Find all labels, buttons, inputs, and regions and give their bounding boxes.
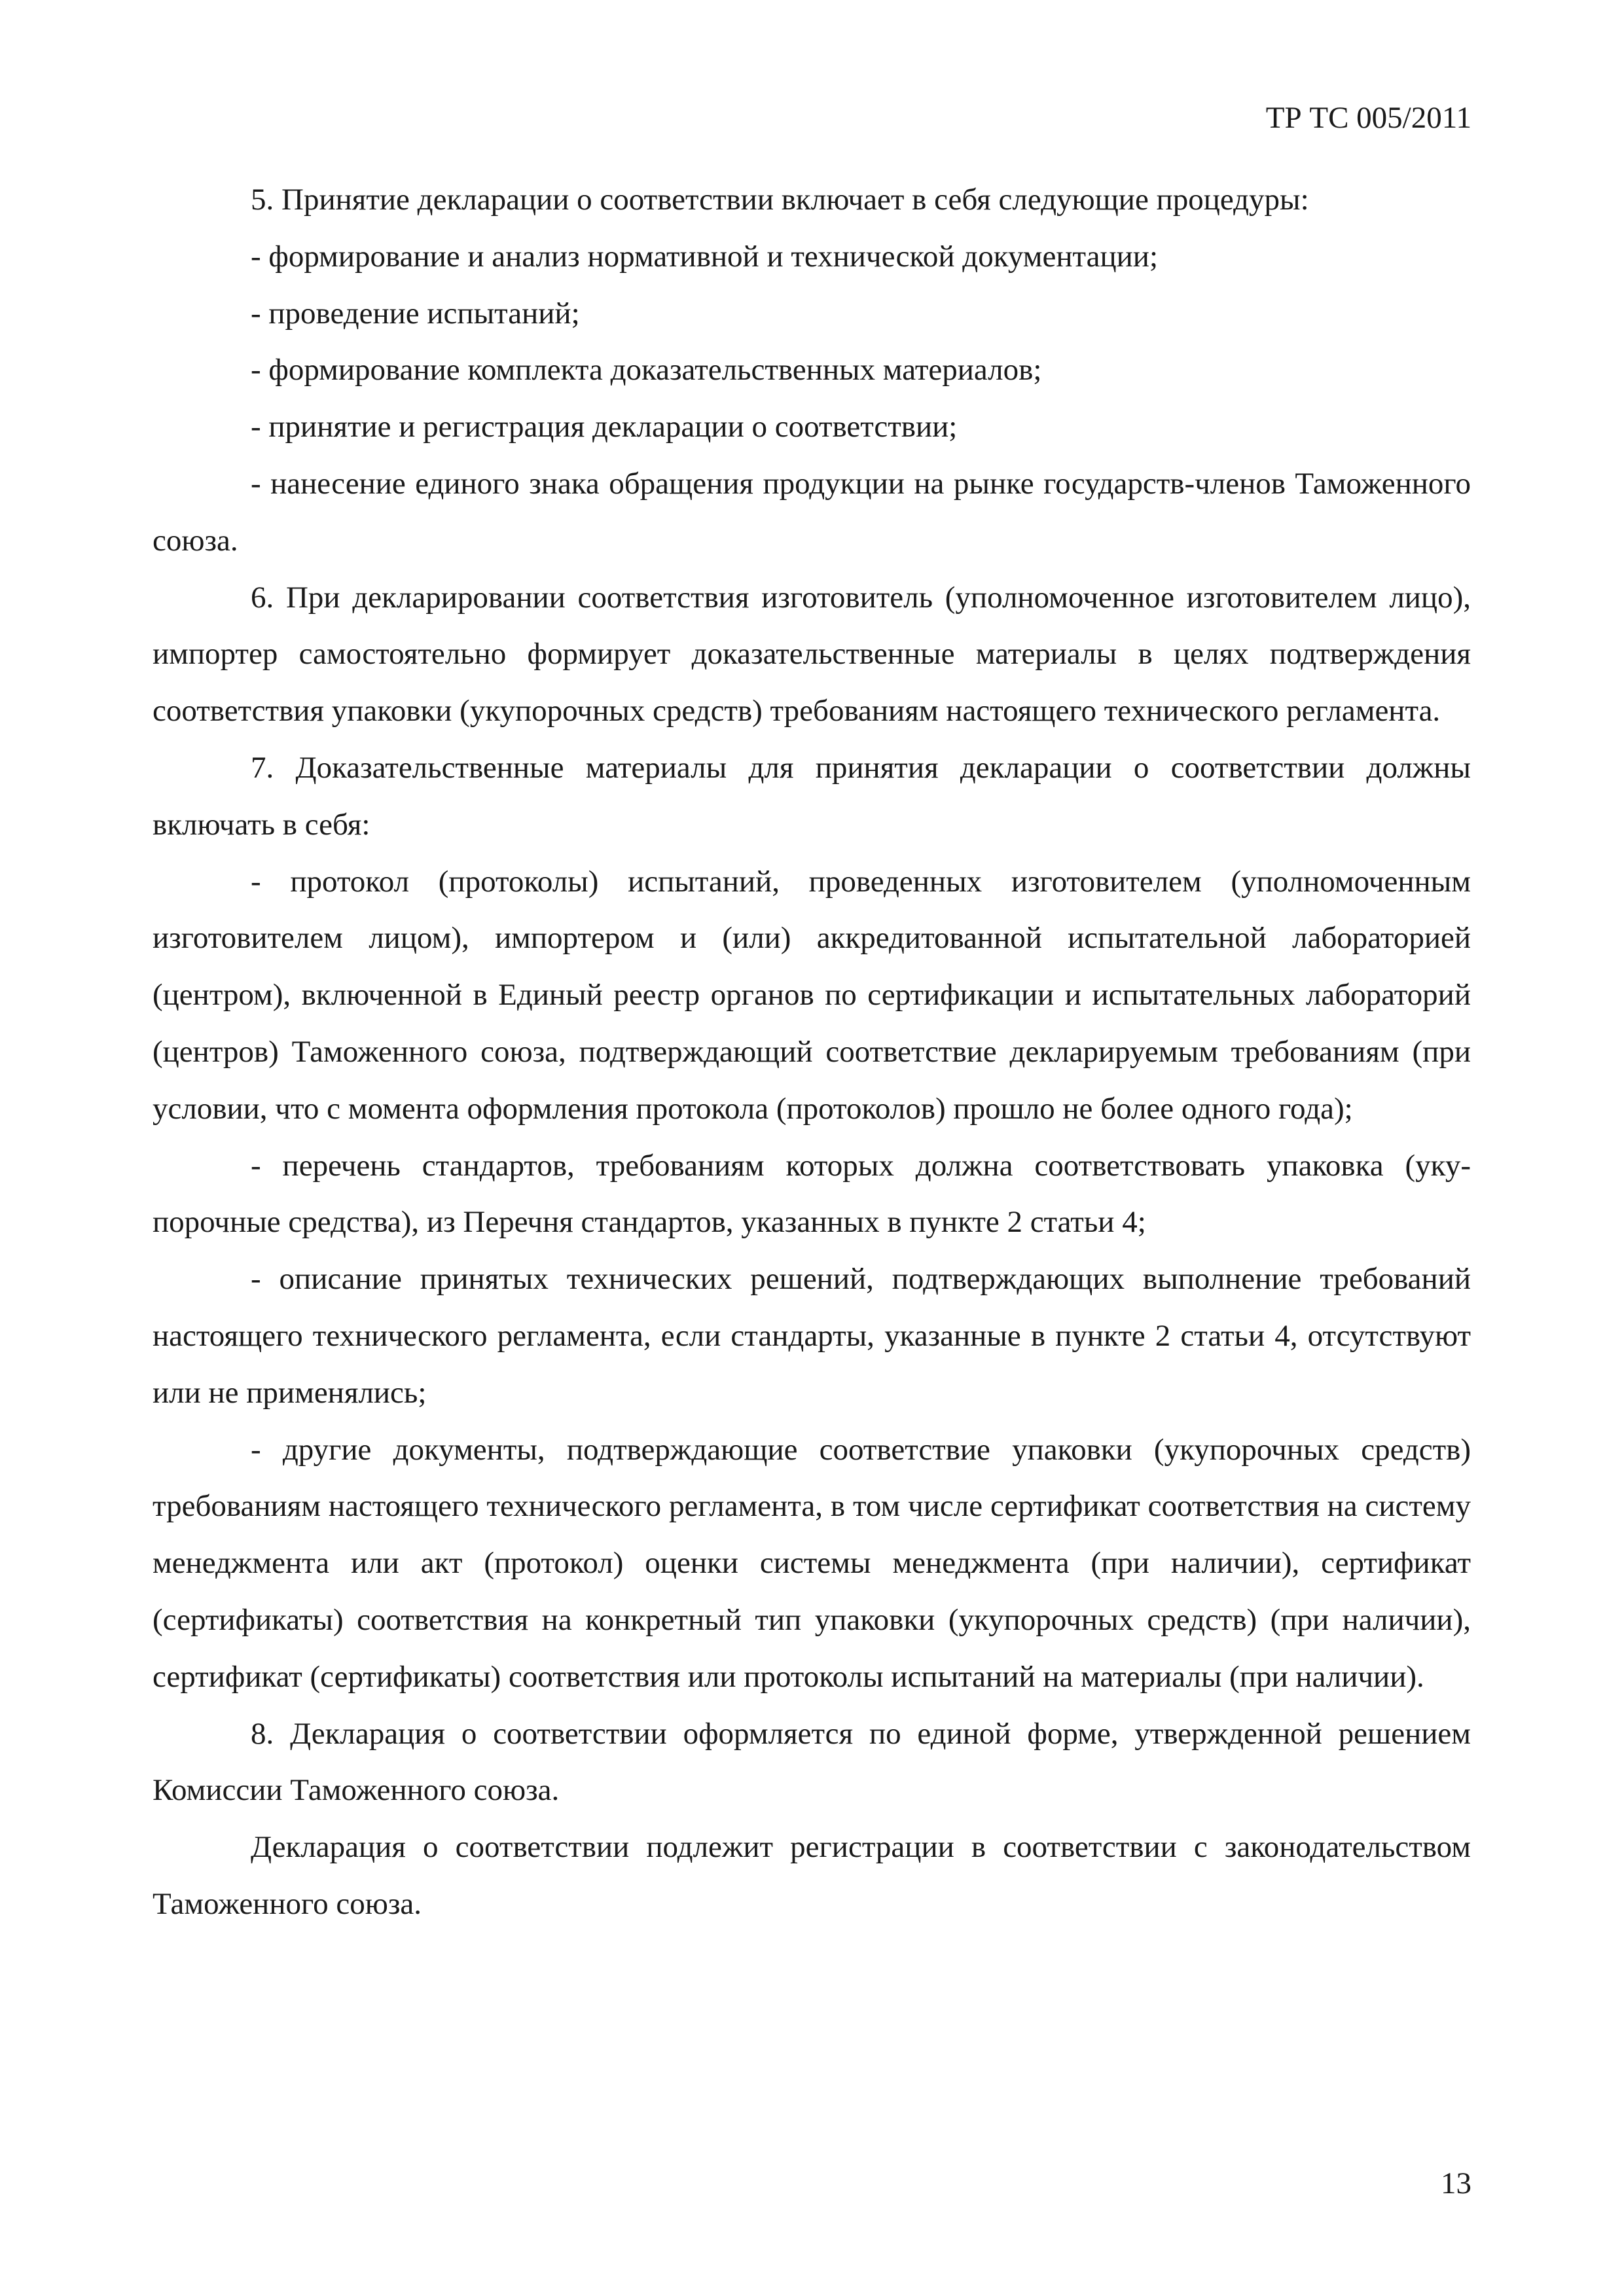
paragraph-registration: Декларация о соответствии подлежит регистрации в соответствии с законодательством Таможенного союза. (153, 1830, 1471, 1921)
page-number: 13 (1441, 2166, 1471, 2200)
document-reference: ТР ТС 005/2011 (1265, 101, 1471, 135)
list-item-other-documents: - другие документы, подтверждающие соответствие упаковки (укупорочных средств) требованиям настоящего технического регламента, в том числе сертификат соответствия на систему менеджмента или акт (протокол) оценки системы менеджмента (при наличии), сертификат (сертификаты) соответствия на конкретный тип упаковки (укупорочных средств) (при наличии), сертификат (сертификаты) соответствия или протоколы испытаний на материалы (при наличии). (153, 1432, 1471, 1694)
paragraph-5-intro: 5. Принятие декларации о соответствии включает в себя следующие процедуры: (251, 183, 1309, 217)
paragraph-7-intro: 7. Доказательственные материалы для принятия декларации о соответствии должны включать в себя: (153, 750, 1471, 842)
list-item-marking: - нанесение единого знака обращения продукции на рынке государств-членов Таможенного союза. (153, 466, 1471, 558)
list-item-evidence-set: - формирование комплекта доказательственных материалов; (251, 353, 1042, 387)
list-item-formation-analysis: - формирование и анализ нормативной и технической документации; (251, 239, 1159, 274)
paragraph-8: 8. Декларация о соответствии оформляется по единой форме, утвержденной решением Комиссии Таможенного союза. (153, 1716, 1471, 1808)
document-body (153, 171, 1471, 1933)
list-item-technical-solutions: - описание принятых технических решений, подтверждающих выполнение требований настоящего технического регламента, если стандарты, указанные в пункте 2 статьи 4, отсутствуют или не применялись; (153, 1262, 1471, 1410)
list-item-testing: - проведение испытаний; (251, 296, 580, 331)
list-item-test-protocols: - протокол (протоколы) испытаний, проведенных изготовителем (уполномоченным изготовителем лицом), импортером и (или) аккредитованной испытательной лабораторией (центром), включенной в Единый реестр органов по сертификации и испытательных лабораторий (центров) Таможенного союза, подтверждающий соответствие декларируемым требованиям (при условии, что с момента оформления протокола (протоколов) прошло не более одного года); (153, 864, 1471, 1126)
list-item-acceptance-registration: - принятие и регистрация декларации о соответствии; (251, 410, 958, 444)
paragraph-6: 6. При декларировании соответствия изготовитель (уполномоченное изготовителем лицо), импортер самостоятельно формирует доказательственные материалы в целях подтверждения соответствия упаковки (укупорочных средств) требованиям настоящего технического регламента. (153, 580, 1471, 728)
list-item-standards-list: - перечень стандартов, требованиям которых должна соответствовать упаковка (укупорочные средства), из Перечня стандартов, указанных в пункте 2 статьи 4; (153, 1148, 1471, 1240)
